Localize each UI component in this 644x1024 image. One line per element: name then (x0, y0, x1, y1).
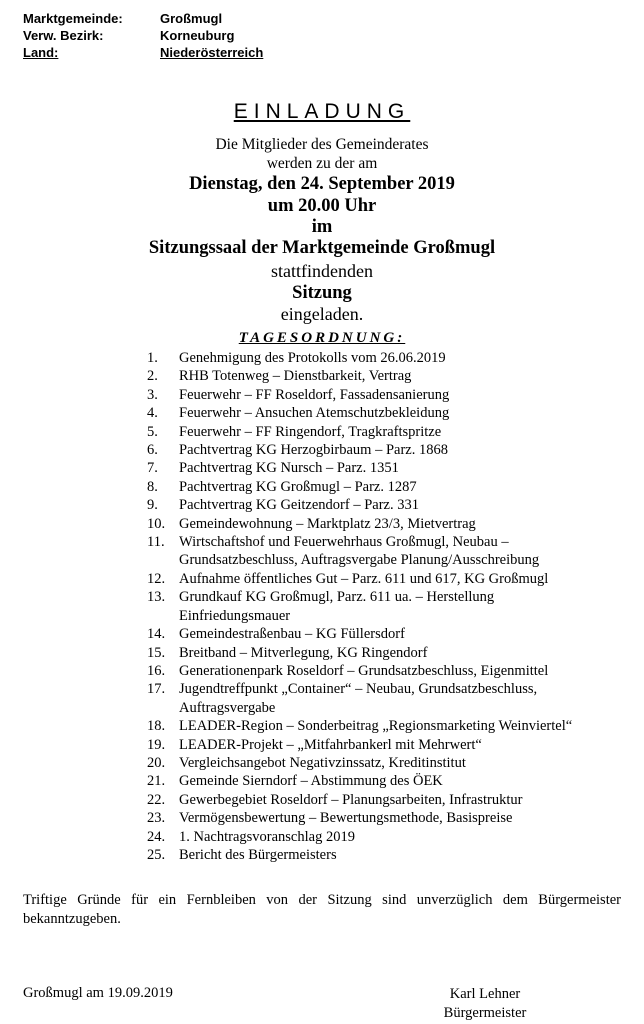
agenda-item-number: 20. (147, 754, 166, 771)
agenda-item-line: Feuerwehr – Ansuchen Atemschutzbekleidung (179, 405, 450, 422)
agenda-item-line: Gemeinde Sierndorf – Abstimmung des ÖEK (179, 773, 443, 790)
header-row-state (23, 44, 263, 61)
document-title: EINLADUNG (233, 100, 411, 123)
agenda-item-number: 24. (147, 828, 166, 845)
intro-line-1: Die Mitglieder des Gemeinderates (215, 136, 429, 153)
agenda-item-text (179, 349, 627, 367)
header-label: Marktgemeinde: (23, 11, 123, 26)
agenda-item-line: Grundsatzbeschluss, Auftragsvergabe Planung/Ausschreibung (179, 552, 540, 569)
agenda-item-line: Pachtvertrag KG Großmugl – Parz. 1287 (179, 478, 417, 495)
agenda-item-line: Wirtschaftshof und Feuerwehrhaus Großmugl, Neubau – (179, 534, 509, 551)
agenda-item-text (179, 533, 627, 570)
agenda-item (147, 404, 627, 422)
agenda-item-number: 2. (147, 368, 158, 385)
agenda-item-line: Breitband – Mitverlegung, KG Ringendorf (179, 644, 428, 661)
agenda-item-number: 18. (147, 718, 166, 735)
agenda-item-text (179, 515, 627, 533)
agenda-item-number: 4. (147, 405, 158, 422)
agenda-item (147, 515, 627, 533)
agenda-item-text (179, 496, 627, 514)
agenda-item-line: Pachtvertrag KG Herzogbirbaum – Parz. 1868 (179, 442, 448, 459)
agenda-item-number: 23. (147, 810, 166, 827)
agenda-item-number: 25. (147, 846, 166, 863)
intro-stattfindenden: stattfindenden (271, 261, 373, 281)
absence-notice: Triftige Gründe für ein Fernbleiben von der Sitzung sind unverzüglich dem Bürgermeister bekanntzugeben. (23, 892, 621, 927)
agenda-item-text (179, 386, 627, 404)
agenda-item (147, 662, 627, 680)
header-label: Land: (23, 45, 59, 60)
agenda-item (147, 459, 627, 477)
agenda-item (147, 496, 627, 514)
agenda-item-number: 14. (147, 626, 166, 643)
agenda-heading: TAGESORDNUNG: (238, 330, 406, 346)
intro-sitzung: Sitzung (292, 283, 352, 303)
agenda-item-text (179, 625, 627, 643)
agenda-item-line: RHB Totenweg – Dienstbarkeit, Vertrag (179, 368, 412, 385)
header-row-municipality (23, 10, 263, 27)
agenda-item (147, 809, 627, 827)
intro-line-2: werden zu der am (266, 155, 378, 172)
agenda-item-text (179, 809, 627, 827)
agenda-item-text (179, 662, 627, 680)
agenda-item-number: 10. (147, 515, 166, 532)
agenda-item-text (179, 754, 627, 772)
header-value: Korneuburg (160, 28, 235, 43)
agenda-item-line: Vergleichsangebot Negativzinssatz, Kreditinstitut (179, 754, 466, 771)
agenda-item (147, 772, 627, 790)
agenda-item-line: Bericht des Bürgermeisters (179, 846, 337, 863)
agenda-item-number: 11. (147, 534, 165, 551)
agenda-item-text (179, 828, 627, 846)
meeting-time: um 20.00 Uhr (267, 196, 377, 216)
agenda-item-number: 16. (147, 662, 166, 679)
agenda-item-line: Pachtvertrag KG Geitzendorf – Parz. 331 (179, 497, 419, 514)
agenda-item-text (179, 772, 627, 790)
intro-eingeladen: eingeladen. (280, 304, 364, 324)
agenda-item-line: Jugendtreffpunkt „Container“ – Neubau, Grundsatzbeschluss, (179, 681, 538, 698)
agenda-item-number: 19. (147, 736, 166, 753)
header-label: Verw. Bezirk: (23, 28, 104, 43)
agenda-item (147, 736, 627, 754)
agenda-item-line: Feuerwehr – FF Ringendorf, Tragkraftspritze (179, 423, 442, 440)
meeting-im: im (311, 217, 333, 237)
agenda-item-number: 6. (147, 442, 158, 459)
agenda-item (147, 423, 627, 441)
agenda-item-number: 13. (147, 589, 166, 606)
signer-name: Karl Lehner (449, 986, 521, 1002)
agenda-item (147, 717, 627, 735)
agenda-list (147, 349, 627, 864)
agenda-item-text (179, 680, 627, 717)
agenda-item-number: 5. (147, 423, 158, 440)
agenda-item-text (179, 441, 627, 459)
agenda-item-line: Einfriedungsmauer (179, 607, 291, 624)
agenda-item (147, 846, 627, 864)
agenda-item-number: 3. (147, 386, 158, 403)
agenda-item (147, 386, 627, 404)
header-value: Großmugl (160, 11, 223, 26)
agenda-item (147, 570, 627, 588)
agenda-item (147, 828, 627, 846)
agenda-item-line: Auftragsvergabe (179, 699, 276, 716)
document-header (23, 10, 263, 61)
agenda-item-number: 8. (147, 478, 158, 495)
agenda-item-line: LEADER-Projekt – „Mitfahrbankerl mit Mehrwert“ (179, 736, 482, 753)
agenda-item-text (179, 846, 627, 864)
agenda-item-line: Vermögensbewertung – Bewertungsmethode, Basispreise (179, 810, 513, 827)
agenda-item-line: 1. Nachtragsvoranschlag 2019 (179, 828, 355, 845)
agenda-item-text (179, 791, 627, 809)
agenda-item (147, 478, 627, 496)
agenda-item-line: Gemeindestraßenbau – KG Füllersdorf (179, 626, 405, 643)
agenda-item-number: 15. (147, 644, 166, 661)
agenda-item-line: Feuerwehr – FF Roseldorf, Fassadensanierung (179, 386, 450, 403)
agenda-item-line: Generationenpark Roseldorf – Grundsatzbeschluss, Eigenmittel (179, 662, 549, 679)
agenda-item-number: 1. (147, 350, 158, 366)
agenda-item-line: Pachtvertrag KG Nursch – Parz. 1351 (179, 460, 399, 477)
agenda-item-line: Grundkauf KG Großmugl, Parz. 611 ua. – Herstellung (179, 589, 495, 606)
agenda-item-number: 22. (147, 791, 166, 808)
agenda-item (147, 791, 627, 809)
agenda-item-line: Aufnahme öffentliches Gut – Parz. 611 und 617, KG Großmugl (179, 570, 549, 587)
agenda-item (147, 533, 627, 570)
agenda-item-text (179, 478, 627, 496)
header-row-district (23, 27, 263, 44)
agenda-item-text (179, 459, 627, 477)
agenda-item (147, 644, 627, 662)
agenda-item-text (179, 423, 627, 441)
agenda-item (147, 367, 627, 385)
agenda-item-text (179, 404, 627, 422)
meeting-location: Sitzungssaal der Marktgemeinde Großmugl (148, 238, 496, 258)
agenda-item (147, 588, 627, 625)
agenda-item (147, 680, 627, 717)
agenda-item (147, 754, 627, 772)
agenda-item (147, 349, 627, 367)
meeting-date: Dienstag, den 24. September 2019 (189, 174, 455, 194)
agenda-item-number: 21. (147, 773, 166, 790)
agenda-item-text (179, 717, 627, 735)
agenda-item-number: 7. (147, 460, 158, 477)
agenda-item-number: 9. (147, 497, 158, 514)
signer-title: Bürgermeister (443, 1005, 527, 1021)
header-value: Niederösterreich (160, 45, 264, 60)
agenda-item (147, 625, 627, 643)
agenda-item-text (179, 367, 627, 385)
agenda-item-text (179, 570, 627, 588)
agenda-item-number: 17. (147, 681, 166, 698)
place-date: Großmugl am 19.09.2019 (23, 985, 173, 1001)
agenda-item-text (179, 588, 627, 625)
agenda-item-line: Gewerbegebiet Roseldorf – Planungsarbeiten, Infrastruktur (179, 791, 523, 808)
agenda-item-line: Gemeindewohnung – Marktplatz 23/3, Mietvertrag (179, 515, 476, 532)
agenda-item-line: Genehmigung des Protokolls vom 26.06.2019 (179, 350, 446, 366)
agenda-item-text (179, 736, 627, 754)
agenda-item-line: LEADER-Region – Sonderbeitrag „Regionsmarketing Weinviertel“ (179, 718, 573, 735)
agenda-item-number: 12. (147, 570, 166, 587)
agenda-item-text (179, 644, 627, 662)
agenda-item (147, 441, 627, 459)
signature-block (430, 985, 540, 1023)
